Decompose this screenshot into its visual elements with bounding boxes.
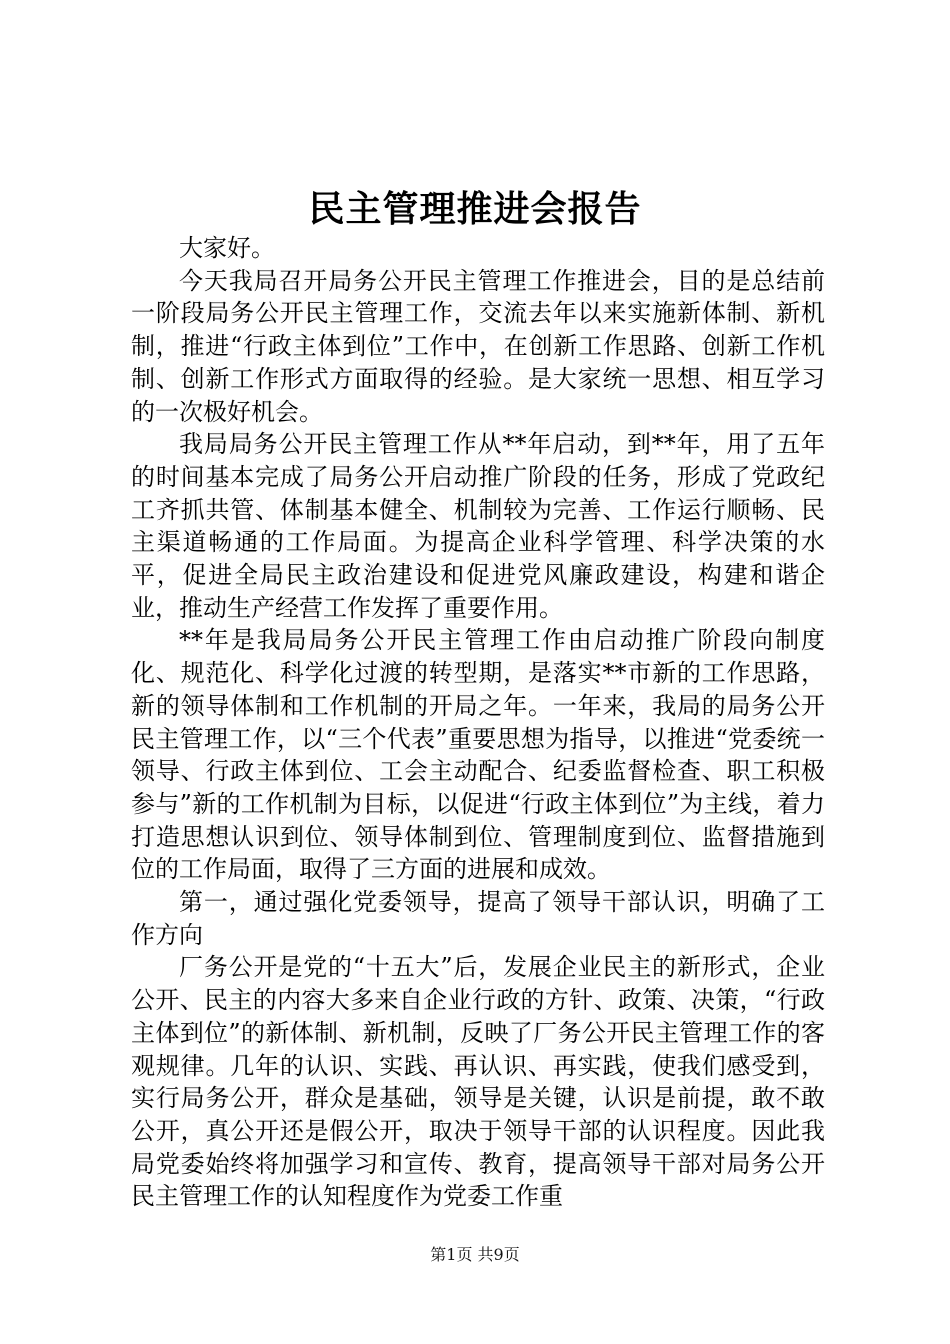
document-body xyxy=(131,232,825,1213)
paragraph-history: 我局局务公开民主管理工作从**年启动，到**年，用了五年的时间基本完成了局务公开启动推广阶段的任务，形成了党政纪工齐抓共管、体制基本健全、机制较为完善、工作运行顺畅、民主渠道畅通的工作局面。为提高企业科学管理、科学决策的水平，促进全局民主政治建设和促进党风廉政建设，构建和谐企业，推动生产经营工作发挥了重要作用。 xyxy=(131,430,825,622)
document-title: 民主管理推进会报告 xyxy=(308,188,642,230)
page-number-footer: 第1页 共9页 xyxy=(430,1245,520,1264)
paragraph-section-body: 厂务公开是党的“十五大”后，发展企业民主的新形式，企业公开、民主的内容大多来自企业行政的方针、政策、决策，“行政主体到位”的新体制、新机制，反映了厂务公开民主管理工作的客观规律。几年的认识、实践、再认识、再实践，使我们感受到，实行局务公开，群众是基础，领导是关键，认识是前提，敢不敢公开，真公开还是假公开，取决于领导干部的认识程度。因此我局党委始终将加强学习和宣传、教育，提高领导干部对局务公开民主管理工作的认知程度作为党委工作重 xyxy=(131,953,825,1211)
paragraph-intro: 今天我局召开局务公开民主管理工作推进会，目的是总结前一阶段局务公开民主管理工作，交流去年以来实施新体制、新机制，推进“行政主体到位”工作中，在创新工作思路、创新工作机制、创新工作形式方面取得的经验。是大家统一思想、相互学习的一次极好机会。 xyxy=(131,266,825,426)
paragraph-section-heading: 第一，通过强化党委领导，提高了领导干部认识，明确了工作方向 xyxy=(131,888,825,949)
paragraph-greeting: 大家好。 xyxy=(179,234,275,262)
paragraph-transition-year: **年是我局局务公开民主管理工作由启动推广阶段向制度化、规范化、科学化过渡的转型期，是落实**市新的工作思路，新的领导体制和工作机制的开局之年。一年来，我局的局务公开民主管理工作，以“三个代表”重要思想为指导，以推进“党委统一领导、行政主体到位、工会主动配合、纪委监督检查、职工积极参与”新的工作机制为目标，以促进“行政主体到位”为主线，着力打造思想认识到位、领导体制到位、管理制度到位、监督措施到位的工作局面，取得了三方面的进展和成效。 xyxy=(131,626,825,884)
